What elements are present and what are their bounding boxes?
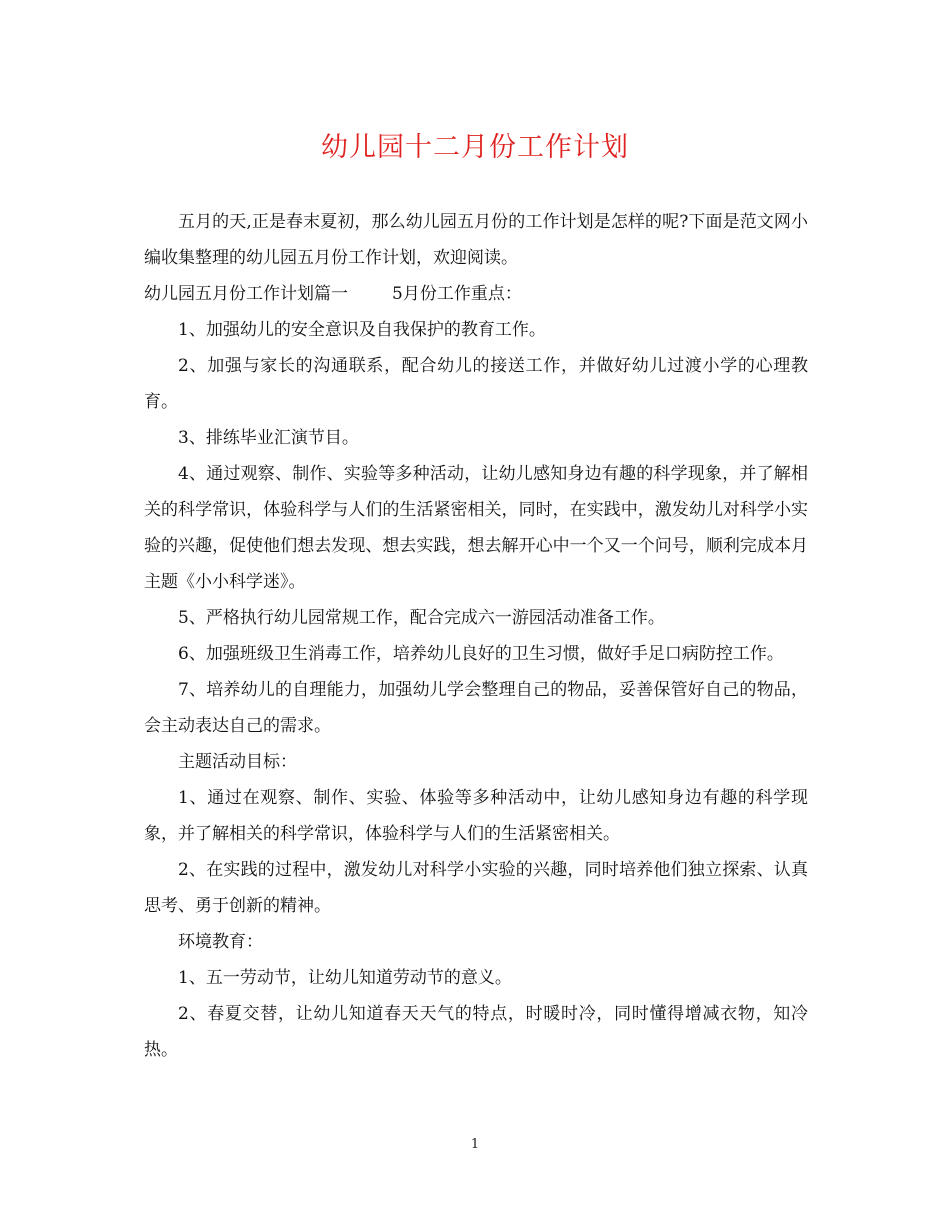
paragraph-labor-day: 1、五一劳动节，让幼儿知道劳动节的意义。 [178,968,512,988]
section-heading-focus: 5月份工作重点： [392,284,522,304]
paragraph-theme-goal-1: 1、通过在观察、制作、实验、体验等多种活动中，让幼儿感知身边有趣的科学现象，并了解相关的科学常识，体验科学与人们的生活紧密相关。 [144,788,808,844]
paragraph-science-activities: 4、通过观察、制作、实验等多种活动，让幼儿感知身边有趣的科学现象，并了解相关的科学常识，体验科学与人们的生活紧密相关，同时，在实践中，激发幼儿对科学小实验的兴趣，促使他们想去发现、想去实践，想去解开心中一个又一个问号，顺利完成本月主题《小小科学迷》。 [144,464,808,592]
paragraph-parent-communication: 2、加强与家长的沟通联系，配合幼儿的接送工作，并做好幼儿过渡小学的心理教育。 [144,356,808,412]
paragraph-safety: 1、加强幼儿的安全意识及自我保护的教育工作。 [178,320,546,340]
paragraph-theme-goal-2: 2、在实践的过程中，激发幼儿对科学小实验的兴趣，同时培养他们独立探索、认真思考、勇于创新的精神。 [144,860,808,916]
document-body [144,204,808,1068]
section-heading [144,276,808,312]
paragraph-routine-work: 5、严格执行幼儿园常规工作，配合完成六一游园活动准备工作。 [178,608,665,628]
heading-environment-education: 环境教育： [178,932,263,952]
paragraph-graduation-show: 3、排练毕业汇演节目。 [178,428,359,448]
page-number: 1 [470,1137,480,1152]
paragraph-season-change: 2、春夏交替，让幼儿知道春天天气的特点，时暖时冷，同时懂得增减衣物，知冷热。 [144,1004,808,1060]
document-title: 幼儿园十二月份工作计划 [321,132,629,163]
heading-theme-goals: 主题活动目标： [178,752,297,772]
intro-paragraph: 五月的天,正是春末夏初，那么幼儿园五月份的工作计划是怎样的呢?下面是范文网小编收集整理的幼儿园五月份工作计划，欢迎阅读。 [144,212,808,268]
paragraph-hygiene: 6、加强班级卫生消毒工作，培养幼儿良好的卫生习惯，做好手足口病防控工作。 [178,644,784,664]
paragraph-self-care: 7、培养幼儿的自理能力，加强幼儿学会整理自己的物品，妥善保管好自己的物品，会主动表达自己的需求。 [144,680,808,736]
section-heading-title: 幼儿园五月份工作计划篇一 [144,284,348,304]
